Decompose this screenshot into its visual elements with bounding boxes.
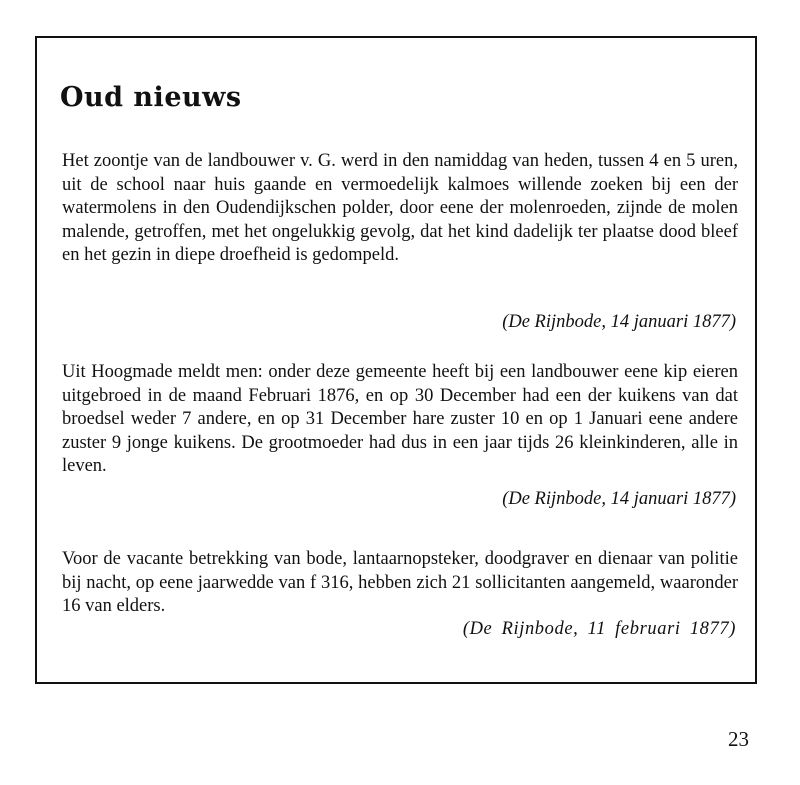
news-item-source: (De Rijnbode, 14 januari 1877) — [502, 489, 736, 509]
news-item-text: Uit Hoogmade meldt men: onder deze gemeente heeft bij een landbouwer eene kip eieren uitgebroed in de maand Februari 1876, en op 30 December had een der kuikens van dat broedsel weder 7 andere, en op 31 December hare zuster 10 en op 1 Januari eene andere zuster 9 jonge kuikens. De grootmoeder had dus in een jaar tijds 26 kleinkinderen, alle in leven. — [62, 362, 738, 476]
page-title: Oud nieuws — [60, 82, 242, 113]
news-item-text: Voor de vacante betrekking van bode, lantaarnopsteker, doodgraver en dienaar van politie bij nacht, op eene jaarwedde van f 316, hebben zich 21 sollicitanten aangemeld, waaronder 16 van elders. — [62, 549, 738, 616]
news-item-source: (De Rijnbode, 11 februari 1877) — [462, 619, 736, 639]
page-number: 23 — [728, 727, 749, 751]
news-item-source: (De Rijnbode, 14 januari 1877) — [502, 312, 736, 332]
news-item-text: Het zoontje van de landbouwer v. G. werd in den namiddag van heden, tussen 4 en 5 uren, uit de school naar huis gaande en vermoedelijk kalmoes willende zoeken bij een der watermolens in den Oudendijkschen polder, door eene der molenroeden, zijnde de molen malende, getroffen, met het ongelukkig gevolg, dat het kind dadelijk ter plaatse dood bleef en het gezin in diepe droefheid is gedompeld. — [62, 151, 738, 265]
